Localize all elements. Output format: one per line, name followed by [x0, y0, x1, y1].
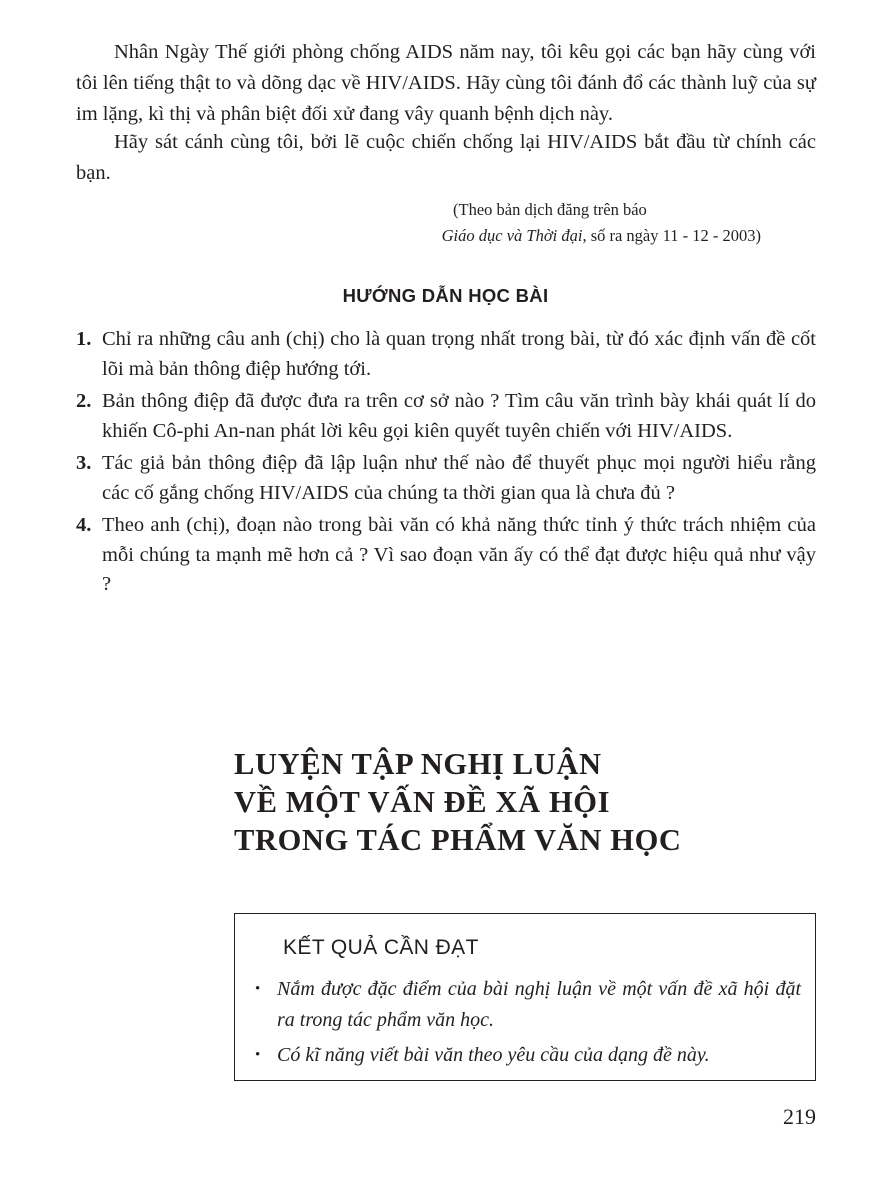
objective-text: Nắm được đặc điểm của bài nghị luận về một vấn đề xã hội đặt ra trong tác phẩm văn học.	[277, 978, 801, 1031]
page-number: 219	[783, 1104, 816, 1129]
question-number: 3.	[76, 452, 92, 474]
source-citation	[341, 197, 761, 249]
lesson-title	[234, 745, 834, 859]
question-number: 4.	[76, 514, 92, 536]
question-item	[76, 325, 816, 384]
objective-item	[255, 974, 801, 1036]
lesson-title-line-2: VỀ MỘT VẤN ĐỀ XÃ HỘI	[234, 785, 611, 819]
question-list	[76, 325, 816, 603]
question-item	[76, 511, 816, 600]
question-text: Tác giả bản thông điệp đã lập luận như thế nào để thuyết phục mọi người hiểu rằng các cố gắng chống HIV/AIDS của chúng ta thời gian qua là chưa đủ ?	[102, 452, 816, 504]
question-number: 1.	[76, 328, 92, 350]
objectives-box	[234, 913, 816, 1081]
question-number: 2.	[76, 390, 92, 412]
source-line-2	[442, 226, 761, 245]
question-item	[76, 449, 816, 508]
source-line-1: (Theo bản dịch đăng trên báo	[453, 200, 647, 219]
question-text: Chỉ ra những câu anh (chị) cho là quan trọng nhất trong bài, từ đó xác định vấn đề cốt lõi mà bản thông điệp hướng tới.	[102, 328, 816, 380]
source-publication: Giáo dục và Thời đại	[441, 226, 583, 245]
body-paragraph-2: Hãy sát cánh cùng tôi, bởi lẽ cuộc chiến chống lại HIV/AIDS bắt đầu từ chính các bạn.	[76, 131, 816, 184]
objectives-list	[255, 974, 801, 1075]
body-paragraph-1: Nhân Ngày Thế giới phòng chống AIDS năm nay, tôi kêu gọi các bạn hãy cùng với tôi lên tiếng thật to và dõng dạc về HIV/AIDS. Hãy cùng tôi đánh đổ các thành luỹ của sự im lặng, kì thị và phân biệt đối xử đang vây quanh bệnh dịch này.	[76, 41, 816, 125]
question-item	[76, 387, 816, 446]
bullet-icon: •	[255, 1047, 261, 1063]
lesson-title-line-1: LUYỆN TẬP NGHỊ LUẬN	[234, 747, 602, 781]
objective-item	[255, 1040, 801, 1071]
objective-text: Có kĩ năng viết bài văn theo yêu cầu của dạng đề này.	[277, 1044, 710, 1066]
question-text: Theo anh (chị), đoạn nào trong bài văn có khả năng thức tỉnh ý thức trách nhiệm của mỗi chúng ta mạnh mẽ hơn cả ? Vì sao đoạn văn ấy có thể đạt được hiệu quả như vậy ?	[102, 514, 816, 595]
source-issue: , số ra ngày 11 - 12 - 2003)	[582, 226, 761, 245]
bullet-icon: •	[255, 981, 261, 997]
question-text: Bản thông điệp đã được đưa ra trên cơ sở nào ? Tìm câu văn trình bày khái quát lí do khiến Cô-phi An-nan phát lời kêu gọi kiên quyết tuyên chiến với HIV/AIDS.	[102, 390, 816, 442]
objectives-heading: KẾT QUẢ CẦN ĐẠT	[283, 936, 479, 959]
study-guide-heading: HƯỚNG DẪN HỌC BÀI	[342, 285, 549, 306]
lesson-title-line-3: TRONG TÁC PHẨM VĂN HỌC	[234, 823, 682, 857]
